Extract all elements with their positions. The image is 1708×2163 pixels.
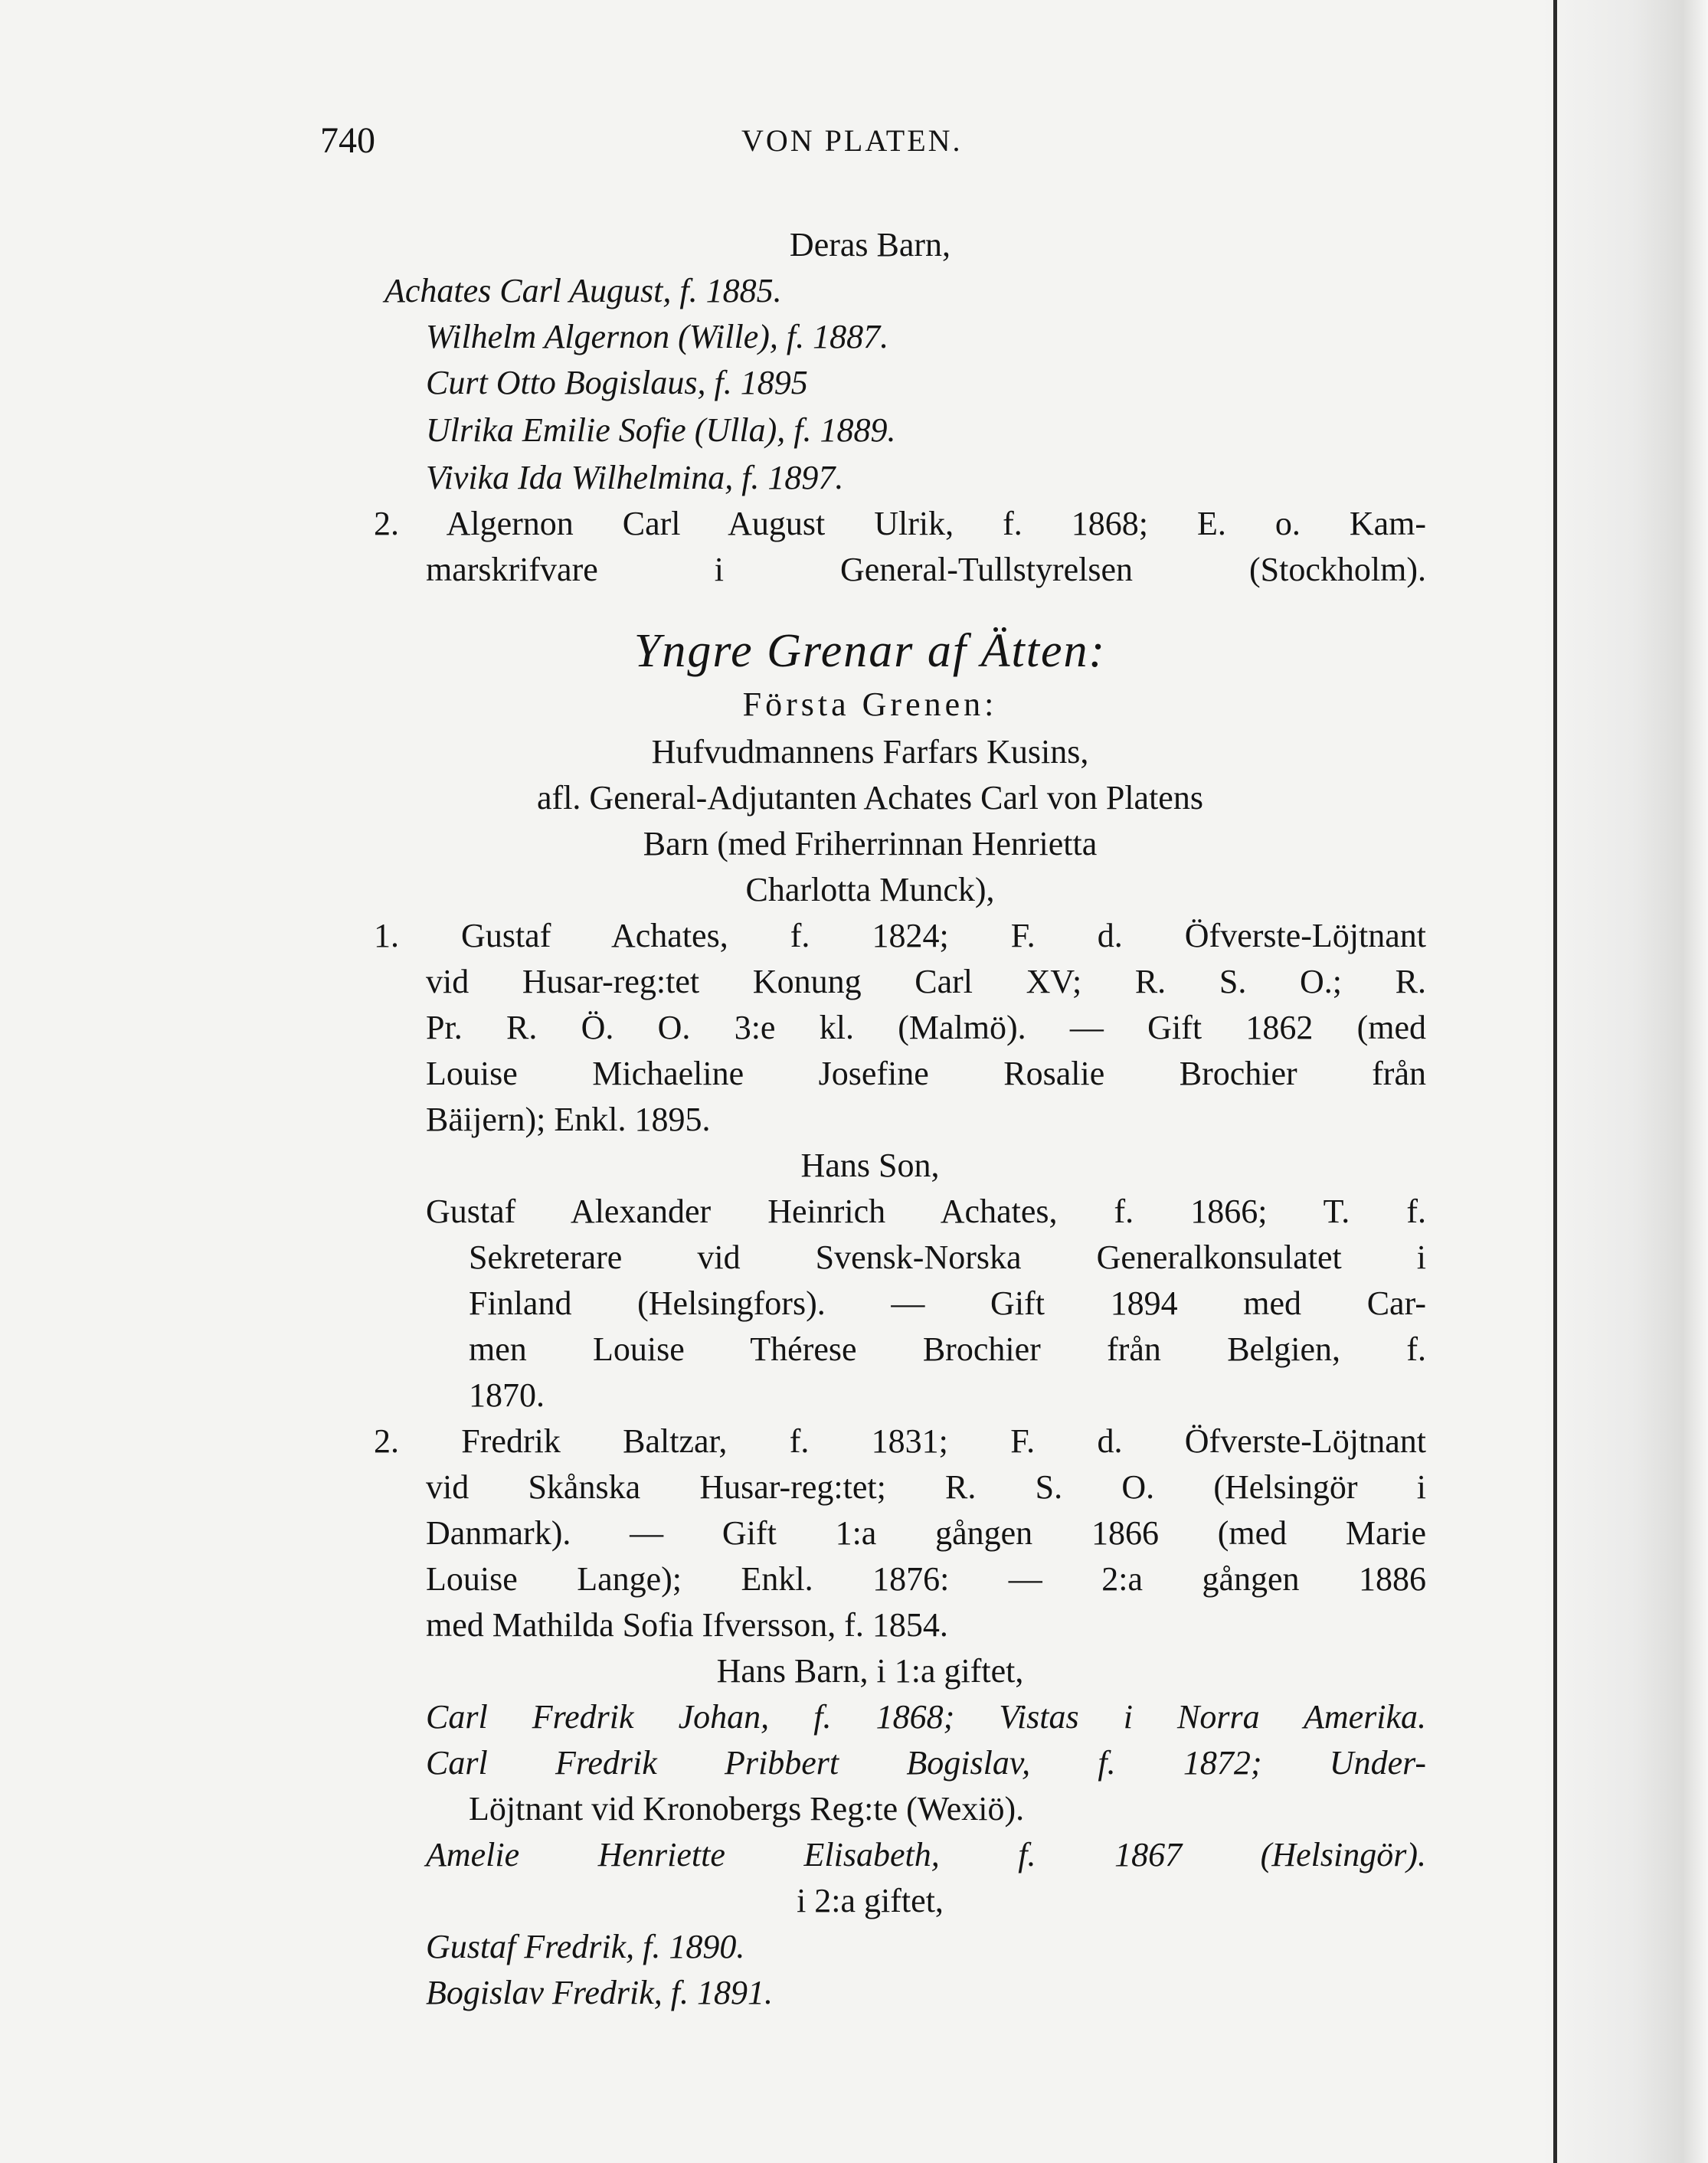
text-line: Löjtnant vid Kronobergs Reg:te (Wexiö). [469, 1790, 1025, 1828]
text-line: afl. General-Adjutanten Achates Carl von Platens [537, 779, 1203, 816]
text-line: Louise Michaeline Josefine Rosalie Brochier från [426, 1055, 1426, 1092]
text-line: i 2:a giftet, [797, 1882, 944, 1919]
text-line: Hufvudmannens Farfars Kusins, [651, 733, 1089, 771]
text-line: Carl Fredrik Pribbert Bogislav, f. 1872; Under- [426, 1744, 1426, 1782]
text-line: Gustaf Alexander Heinrich Achates, f. 1866; T. f. [426, 1193, 1426, 1230]
text-line: Curt Otto Bogislaus, f. 1895 [426, 364, 808, 401]
text-line: vid Skånska Husar-reg:tet; R. S. O. (Helsingör i [426, 1468, 1426, 1506]
text-line: Ulrika Emilie Sofie (Ulla), f. 1889. [426, 411, 896, 449]
section-heading: Yngre Grenar af Ätten: [633, 625, 1107, 677]
text-line: Vivika Ida Wilhelmina, f. 1897. [426, 459, 844, 496]
page-number: 740 [320, 120, 375, 161]
text-line: Achates Carl August, f. 1885. [384, 272, 782, 309]
text-line: Sekreterare vid Svensk-Norska Generalkonsulatet i [469, 1239, 1426, 1276]
text-line: Wilhelm Algernon (Wille), f. 1887. [426, 318, 889, 355]
text-line: med Mathilda Sofia Ifversson, f. 1854. [426, 1606, 948, 1644]
text-line: 2. Fredrik Baltzar, f. 1831; F. d. Öfverste-Löjtnant [374, 1422, 1426, 1460]
text-line: Charlotta Munck), [745, 871, 995, 908]
text-line: Gustaf Fredrik, f. 1890. [426, 1928, 745, 1965]
text-line: Bogislav Fredrik, f. 1891. [426, 1974, 773, 2011]
text-line: 2. Algernon Carl August Ulrik, f. 1868; E. o. Kam- [374, 505, 1426, 542]
text-line: Danmark). — Gift 1:a gången 1866 (med Marie [426, 1514, 1426, 1552]
facing-page-edge [1539, 0, 1708, 2163]
text-line: Hans Son, [800, 1147, 940, 1184]
running-head: VON PLATEN. [741, 123, 963, 158]
text-line: 1. Gustaf Achates, f. 1824; F. d. Öfverste-Löjtnant [374, 917, 1426, 954]
page-header [320, 119, 1423, 173]
text-line: Hans Barn, i 1:a giftet, [716, 1652, 1024, 1690]
subsection-heading: Första Grenen: [742, 686, 998, 723]
text-line: Carl Fredrik Johan, f. 1868; Vistas i Norra Amerika. [426, 1698, 1426, 1736]
text-line: Finland (Helsingfors). — Gift 1894 med Car- [469, 1284, 1426, 1322]
page-gutter-line [1553, 0, 1557, 2163]
text-line: Amelie Henriette Elisabeth, f. 1867 (Helsingör). [426, 1836, 1426, 1873]
text-line: marskrifvare i General-Tullstyrelsen (Stockholm). [426, 551, 1426, 588]
text-line: 1870. [469, 1376, 545, 1414]
text-line: men Louise Thérese Brochier från Belgien, f. [469, 1330, 1426, 1368]
text-line: Louise Lange); Enkl. 1876: — 2:a gången 1886 [426, 1560, 1426, 1598]
text-line: Deras Barn, [789, 226, 951, 263]
text-line: Pr. R. Ö. O. 3:e kl. (Malmö). — Gift 1862 (med [426, 1009, 1426, 1046]
text-line: Bäijern); Enkl. 1895. [426, 1101, 711, 1138]
text-line: Barn (med Friherrinnan Henrietta [643, 825, 1098, 862]
text-line: vid Husar-reg:tet Konung Carl XV; R. S. O.; R. [426, 963, 1426, 1000]
